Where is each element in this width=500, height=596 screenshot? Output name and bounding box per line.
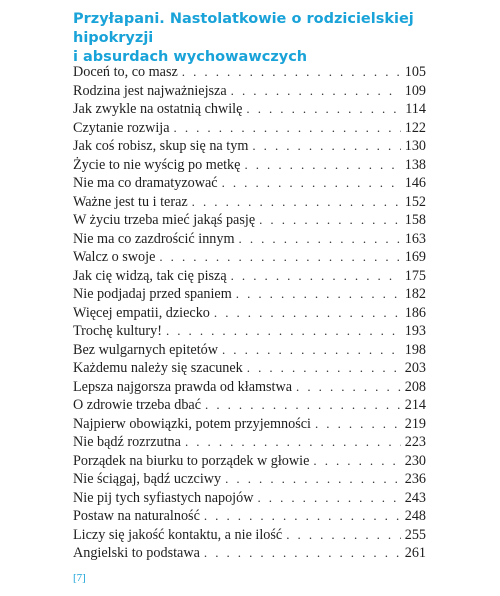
toc-entry-page-number: 198 (404, 341, 426, 358)
toc-entry-page-number: 130 (404, 138, 426, 154)
section-title-line-2: i absurdach wychowawczych (73, 49, 308, 65)
toc-entry[interactable] (73, 322, 426, 341)
toc-entry-page-number: 214 (404, 397, 426, 413)
toc-entry-title: Nie bądź rozrzutna (73, 434, 181, 450)
dot-leader (315, 415, 401, 434)
toc-entry[interactable] (73, 359, 426, 378)
toc-entry-page-number: 230 (404, 452, 426, 469)
dot-leader (166, 322, 401, 341)
toc-entry-title: Ważne jest tu i teraz (73, 193, 188, 210)
dot-leader (259, 211, 401, 230)
toc-entry-title: Nie ma co dramatyzować (73, 175, 218, 191)
toc-entry-title: Najpierw obowiązki, potem przyjemności (73, 415, 311, 432)
toc-entry-page-number: 208 (404, 378, 426, 395)
toc-entry[interactable] (73, 82, 426, 101)
dot-leader (231, 267, 401, 286)
toc-entry-title: Jak cię widzą, tak cię piszą (73, 267, 227, 284)
toc-entry-page-number: 203 (404, 360, 426, 376)
toc-entry-page-number: 182 (404, 286, 426, 302)
toc-entry-title: Jak coś robisz, skup się na tym (73, 138, 249, 154)
toc-entry-page-number: 193 (404, 323, 426, 339)
toc-entry-title: Postaw na naturalność (73, 508, 200, 524)
toc-entry[interactable] (73, 415, 426, 434)
toc-entry-title: Lepsza najgorsza prawda od kłamstwa (73, 378, 293, 395)
toc-entry[interactable] (73, 156, 426, 175)
toc-entry-page-number: 163 (404, 230, 426, 247)
toc-entry-page-number: 122 (404, 119, 426, 136)
dot-leader (159, 248, 400, 267)
toc-entry-page-number: 243 (404, 489, 426, 506)
toc-entry-title: Doceń to, co masz (73, 64, 178, 80)
toc-entry[interactable] (73, 248, 426, 267)
dot-leader (246, 100, 401, 119)
dot-leader (247, 359, 401, 378)
toc-entry-page-number: 138 (404, 156, 426, 173)
section-title-line-1: Przyłapani. Nastolatkowie o rodzicielskiej hipokryzji (73, 11, 414, 46)
toc-entry-title: Nie podjadaj przed spaniem (73, 286, 232, 302)
toc-entry-page-number: 248 (404, 508, 426, 524)
page-number-footer: [7] (73, 572, 86, 584)
toc-entry[interactable] (73, 341, 426, 360)
toc-entry-title: Liczy się jakość kontaktu, a nie ilość (73, 526, 283, 543)
dot-leader (236, 285, 401, 304)
dot-leader (286, 526, 401, 545)
dot-leader (239, 230, 401, 249)
toc-entry[interactable] (73, 378, 426, 397)
toc-entry[interactable] (73, 526, 426, 545)
toc-entry-page-number: 105 (404, 64, 426, 80)
table-of-contents (73, 63, 426, 563)
toc-entry[interactable] (73, 100, 426, 119)
toc-entry-page-number: 223 (404, 434, 426, 450)
toc-entry-page-number: 158 (404, 212, 426, 228)
toc-entry-title: Angielski to podstawa (73, 545, 200, 561)
toc-entry-title: Trochę kultury! (73, 323, 162, 339)
toc-entry[interactable] (73, 433, 426, 452)
toc-entry-page-number: 114 (405, 101, 426, 117)
dot-leader (225, 470, 401, 489)
toc-entry-page-number: 169 (404, 249, 426, 265)
dot-leader (222, 341, 401, 360)
dot-leader (174, 119, 401, 138)
toc-entry-title: Bez wulgarnych epitetów (73, 341, 218, 358)
toc-entry-title: Nie pij tych syfiastych napojów (73, 489, 254, 506)
dot-leader (192, 193, 401, 212)
toc-entry-page-number: 175 (404, 267, 426, 284)
dot-leader (204, 544, 401, 563)
toc-entry-page-number: 219 (404, 415, 426, 432)
dot-leader (214, 304, 401, 323)
toc-entry-title: Jak zwykle na ostatnią chwilę (73, 101, 243, 117)
toc-entry[interactable] (73, 211, 426, 230)
toc-entry[interactable] (73, 63, 426, 82)
toc-entry[interactable] (73, 119, 426, 138)
toc-entry-title: Rodzina jest najważniejsza (73, 82, 227, 99)
toc-entry-title: W życiu trzeba mieć jakąś pasję (73, 212, 256, 228)
toc-entry[interactable] (73, 193, 426, 212)
toc-entry-title: Życie to nie wyścig po metkę (73, 156, 241, 173)
toc-entry[interactable] (73, 267, 426, 286)
toc-entry-page-number: 152 (404, 193, 426, 210)
toc-entry[interactable] (73, 489, 426, 508)
toc-entry[interactable] (73, 452, 426, 471)
toc-entry-page-number: 261 (404, 545, 426, 561)
toc-entry-page-number: 146 (404, 175, 426, 191)
toc-entry[interactable] (73, 544, 426, 563)
toc-entry[interactable] (73, 174, 426, 193)
toc-entry-title: Czytanie rozwija (73, 119, 170, 136)
dot-leader (204, 507, 401, 526)
dot-leader (296, 378, 401, 397)
dot-leader (257, 489, 400, 508)
toc-entry-page-number: 255 (404, 526, 426, 543)
toc-entry[interactable] (73, 304, 426, 323)
toc-entry-title: Każdemu należy się szacunek (73, 360, 243, 376)
dot-leader (252, 137, 400, 156)
dot-leader (222, 174, 401, 193)
toc-entry-title: Walcz o swoje (73, 249, 156, 265)
toc-entry-title: Nie ściągaj, bądź uczciwy (73, 471, 222, 487)
dot-leader (182, 63, 401, 82)
dot-leader (244, 156, 400, 175)
section-title (73, 10, 473, 67)
toc-entry[interactable] (73, 285, 426, 304)
toc-entry-title: Nie ma co zazdrościć innym (73, 230, 235, 247)
toc-entry-title: Więcej empatii, dziecko (73, 304, 210, 321)
dot-leader (231, 82, 401, 101)
toc-entry[interactable] (73, 230, 426, 249)
toc-entry[interactable] (73, 470, 426, 489)
dot-leader (185, 433, 401, 452)
toc-entry[interactable] (73, 507, 426, 526)
toc-entry-title: O zdrowie trzeba dbać (73, 397, 202, 413)
toc-entry-page-number: 109 (404, 82, 426, 99)
toc-entry-page-number: 186 (404, 304, 426, 321)
dot-leader (205, 396, 401, 415)
toc-entry-title: Porządek na biurku to porządek w głowie (73, 452, 310, 469)
toc-entry-page-number: 236 (404, 471, 426, 487)
toc-entry[interactable] (73, 137, 426, 156)
dot-leader (313, 452, 400, 471)
toc-entry[interactable] (73, 396, 426, 415)
